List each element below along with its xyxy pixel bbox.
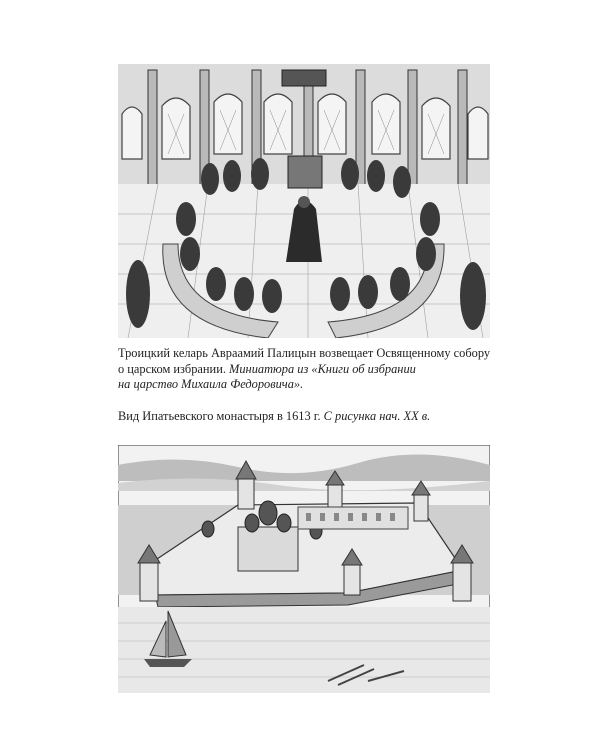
monastery-view-illustration xyxy=(118,445,490,693)
caption1-line3-italic: на царство Михаила Федоровича». xyxy=(118,377,304,391)
council-miniature-caption xyxy=(118,346,498,393)
monastery-view-caption xyxy=(118,409,498,425)
council-miniature-illustration xyxy=(118,64,490,338)
caption2-plain: Вид Ипатьевского монастыря в 1613 г. xyxy=(118,409,324,423)
caption1-line1: Троицкий келарь Авраамий Палицын возвещает Освященному собору xyxy=(118,346,491,360)
caption1-line2-plain: о царском избрании. xyxy=(118,361,230,376)
caption1-line2-italic: Миниатюра из «Книги об избрании xyxy=(229,361,416,376)
caption2-italic: С рисунка нач. XX в. xyxy=(323,409,431,423)
